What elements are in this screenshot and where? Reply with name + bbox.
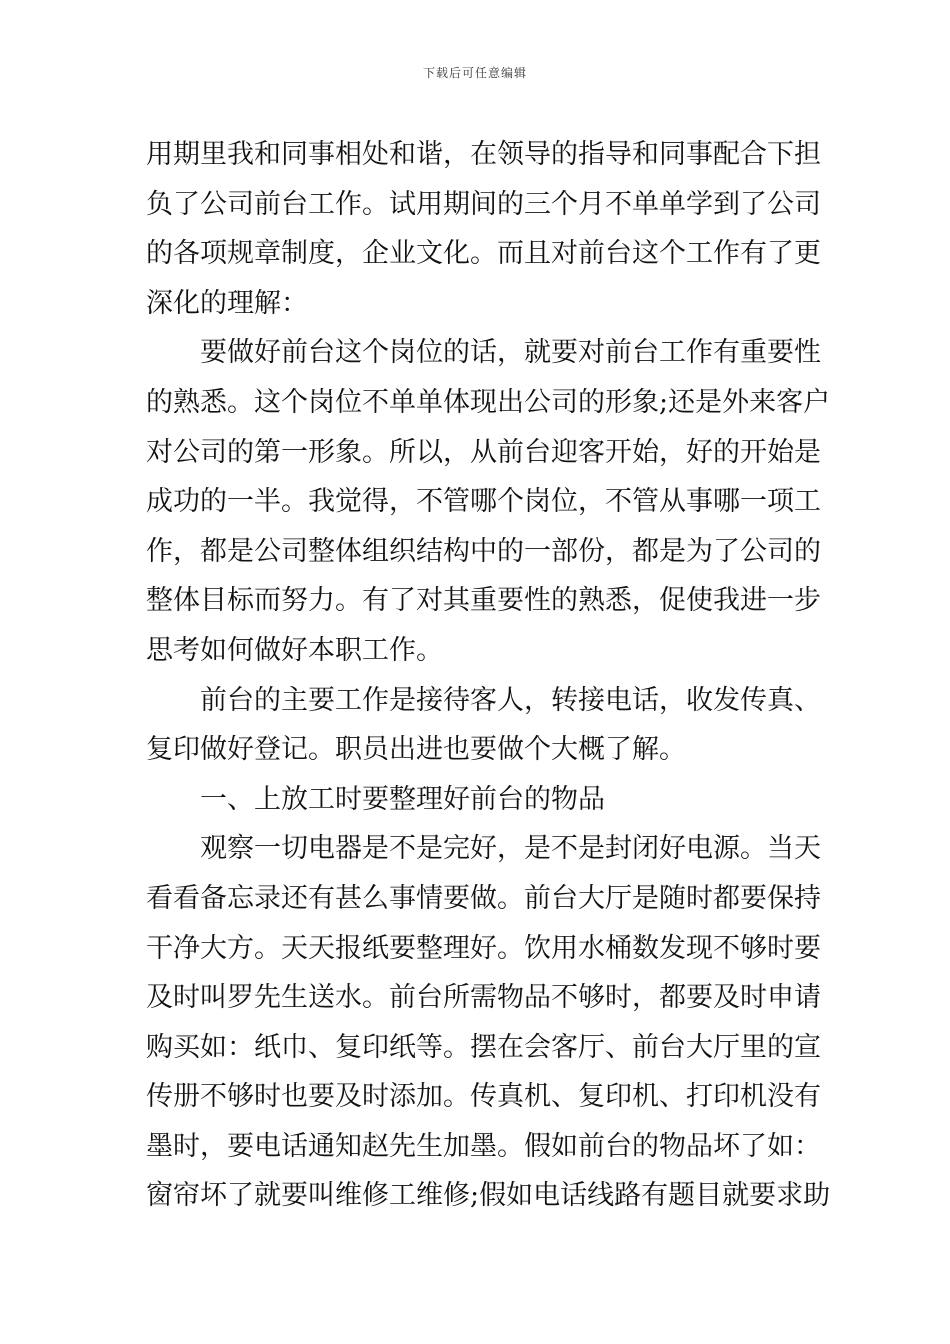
text-line: 墨时，要电话通知赵先生加墨。假如前台的物品坏了如： (146, 1130, 821, 1162)
text-line: 复印做好登记。职员出进也要做个大概了解。 (146, 734, 686, 766)
text-line: 购买如：纸巾、复印纸等。摆在会客厅、前台大厅里的宣 (146, 1031, 821, 1063)
text-line: 前台的主要工作是接待客人，转接电话，收发传真、 (200, 684, 821, 716)
text-line: 要做好前台这个岗位的话，就要对前台工作有重要性 (200, 337, 821, 369)
text-line: 看看备忘录还有甚么事情要做。前台大厅是随时都要保持 (146, 882, 821, 914)
text-line: 深化的理解： (146, 287, 308, 319)
text-line: 观察一切电器是不是完好，是不是封闭好电源。当天 (200, 833, 821, 865)
text-line: 作，都是公司整体组织结构中的一部份，都是为了公司的 (146, 535, 821, 567)
text-line: 窗帘坏了就要叫维修工维修;假如电话线路有题目就要求助 (146, 1180, 831, 1212)
text-line: 对公司的第一形象。所以，从前台迎客开始，好的开始是 (146, 436, 821, 468)
text-line: 干净大方。天天报纸要整理好。饮用水桶数发现不够时要 (146, 932, 821, 964)
text-line: 整体目标而努力。有了对其重要性的熟悉，促使我进一步 (146, 585, 821, 617)
text-line: 的熟悉。这个岗位不单单体现出公司的形象;还是外来客户 (146, 386, 831, 418)
text-line: 思考如何做好本职工作。 (146, 634, 443, 666)
text-line: 负了公司前台工作。试用期间的三个月不单单学到了公司 (146, 188, 821, 220)
text-line: 传册不够时也要及时添加。传真机、复印机、打印机没有 (146, 1081, 821, 1113)
document-body (146, 130, 831, 1221)
text-line: 用期里我和同事相处和谐，在领导的指导和同事配合下担 (146, 139, 821, 170)
page-header: 下载后可任意编辑 (422, 66, 527, 80)
text-line: 一、上放工时要整理好前台的物品 (200, 783, 605, 815)
text-line: 成功的一半。我觉得，不管哪个岗位，不管从事哪一项工 (146, 486, 821, 518)
text-line: 的各项规章制度，企业文化。而且对前台这个工作有了更 (146, 238, 821, 270)
text-line: 及时叫罗先生送水。前台所需物品不够时，都要及时申请 (146, 982, 821, 1014)
